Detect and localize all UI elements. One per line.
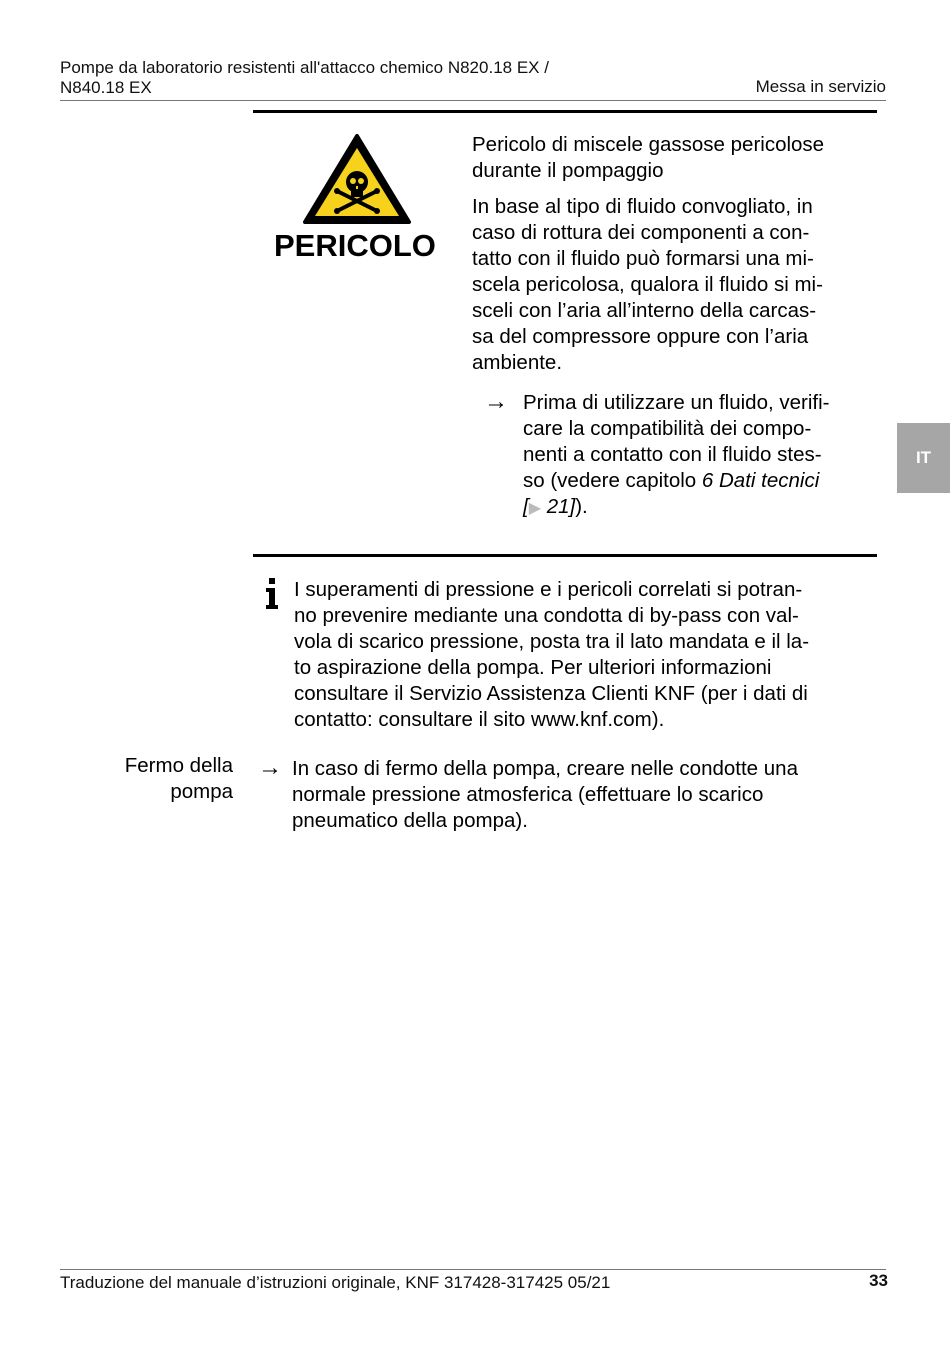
warning-action-line xyxy=(523,494,829,522)
page-ref-triangle-icon: ▶ xyxy=(528,500,542,517)
info-text-line: consultare il Servizio Assistenza Clienti KNF (per i dati di xyxy=(294,682,808,705)
action-arrow-icon: → xyxy=(484,388,508,415)
warning-body xyxy=(472,194,823,376)
warning-action xyxy=(523,390,829,522)
info-text xyxy=(294,577,809,733)
warning-heading-line: Pericolo di miscele gassose pericolose xyxy=(472,133,825,156)
stop-arrow-icon: → xyxy=(258,754,282,781)
warning-action-line: nenti a contatto con il fluido stes- xyxy=(523,443,822,466)
warning-body-line: ambiente. xyxy=(472,351,563,374)
side-label-fermo xyxy=(125,753,233,805)
warning-bottom-rule xyxy=(253,554,877,557)
warning-body-line: sceli con l’aria all’interno della carcas- xyxy=(472,299,817,322)
header-title xyxy=(60,58,549,98)
stop-text-line: pneumatico della pompa). xyxy=(292,809,528,832)
page-ref-open: [ xyxy=(523,495,529,518)
info-text-line: to aspirazione della pompa. Per ulteriori informazioni xyxy=(294,656,772,679)
side-label-line: Fermo della xyxy=(124,754,233,777)
warning-action-end: ). xyxy=(575,495,588,518)
stop-text-line: In caso di fermo della pompa, creare nelle condotte una xyxy=(292,757,798,780)
info-text-line: contatto: consultare il sito www.knf.com). xyxy=(294,708,665,731)
warning-body-line: caso di rottura dei componenti a con- xyxy=(472,221,810,244)
warning-action-line: Prima di utilizzare un fluido, verifi- xyxy=(523,391,830,414)
info-icon xyxy=(263,578,281,610)
stop-text-line: normale pressione atmosferica (effettuare lo scarico xyxy=(292,783,764,806)
warning-body-line: In base al tipo di fluido convogliato, in xyxy=(472,195,813,218)
info-text-line: vola di scarico pressione, posta tra il lato mandata e il la- xyxy=(294,630,810,653)
warning-action-line xyxy=(523,468,829,494)
warning-action-text: so (vedere capitolo xyxy=(523,469,702,492)
warning-body-line: scela pericolosa, qualora il fluido si mi- xyxy=(472,273,823,296)
header-title-line2: N840.18 EX xyxy=(60,78,152,97)
side-label-line: pompa xyxy=(170,780,233,803)
header-title-line1: Pompe da laboratorio resistenti all'attacco chemico N820.18 EX / xyxy=(60,58,549,77)
warning-body-line: tatto con il fluido può formarsi una mi- xyxy=(472,247,814,270)
header-section: Messa in servizio xyxy=(755,77,886,96)
warning-body-line: sa del compressore oppure con l’aria xyxy=(472,325,809,348)
warning-heading xyxy=(472,132,824,184)
header-divider xyxy=(60,100,886,101)
signal-word-pericolo: PERICOLO xyxy=(274,228,436,263)
page-number: 33 xyxy=(869,1271,888,1290)
stop-text xyxy=(292,756,798,834)
warning-top-rule xyxy=(253,110,877,113)
info-text-line: I superamenti di pressione e i pericoli correlati si potran- xyxy=(294,578,803,601)
page-reference-link[interactable]: 21] xyxy=(541,495,576,518)
footer-text: Traduzione del manuale d’istruzioni originale, KNF 317428-317425 05/21 xyxy=(60,1273,611,1292)
language-tab: IT xyxy=(897,423,950,493)
chapter-reference-link[interactable]: 6 Dati tecnici xyxy=(701,469,820,492)
footer-divider xyxy=(60,1269,886,1270)
skull-warning-icon xyxy=(301,132,413,226)
warning-heading-line: durante il pompaggio xyxy=(472,159,664,182)
info-text-line: no prevenire mediante una condotta di by-pass con val- xyxy=(294,604,799,627)
warning-action-line: care la compatibilità dei compo- xyxy=(523,417,812,440)
